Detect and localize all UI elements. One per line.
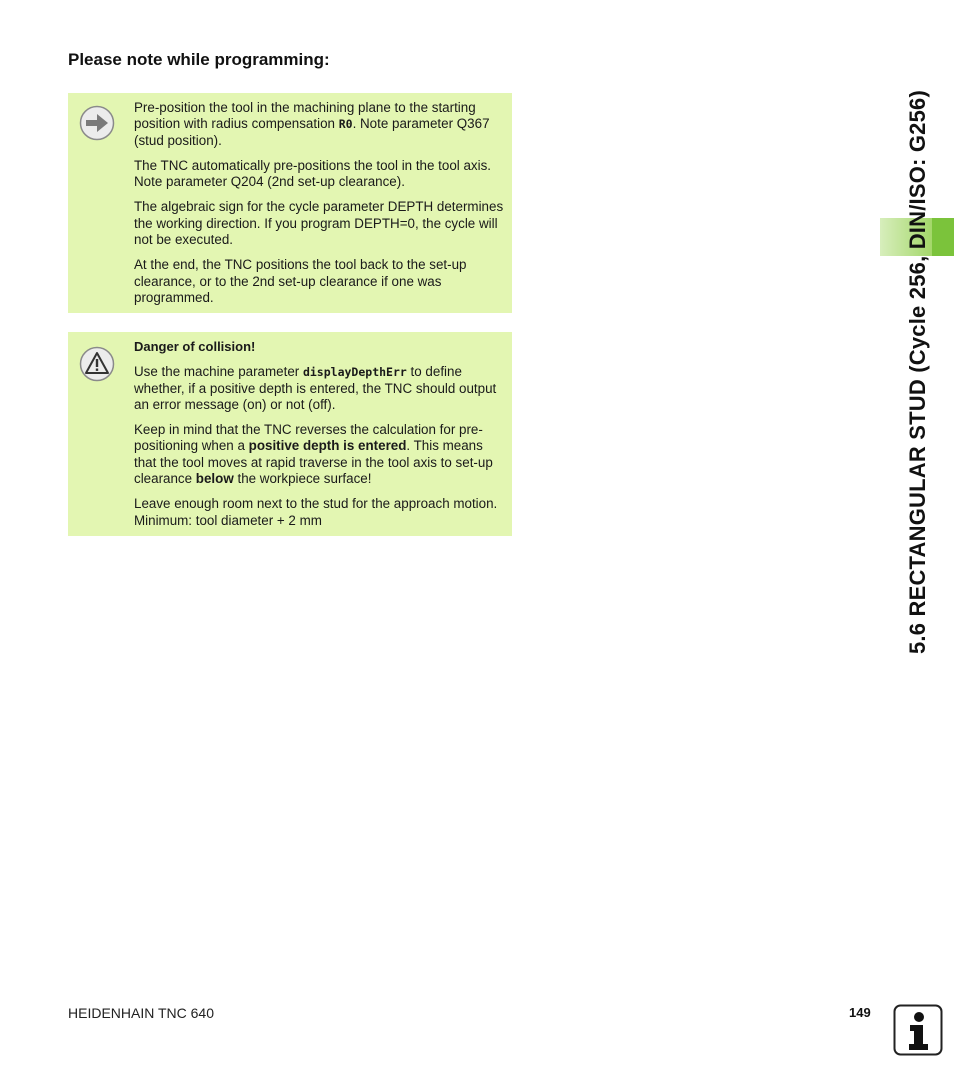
note-paragraph-1: Pre-position the tool in the machining plane to the starting position with radius compensation R0. Note parameter Q367 (stud position). bbox=[134, 100, 490, 148]
warning-paragraph-1: Use the machine parameter displayDepthErr to define whether, if a positive depth is entered, the TNC should output an error message (on) or not (off). bbox=[134, 364, 497, 412]
programming-note-box bbox=[68, 93, 512, 313]
warning-paragraph-2: Keep in mind that the TNC reverses the calculation for pre-positioning when a positive depth is entered. This means that the tool moves at rapid traverse in the tool axis to set-up clearance below the workpiece surface! bbox=[134, 422, 493, 487]
arrow-right-icon bbox=[79, 105, 115, 141]
note-paragraph-3: The algebraic sign for the cycle parameter DEPTH determines the working direction. If you program DEPTH=0, the cycle will not be executed. bbox=[134, 199, 504, 248]
chapter-side-title: 5.6 RECTANGULAR STUD (Cycle 256, DIN/ISO: G256) bbox=[905, 90, 930, 655]
page-number: 149 bbox=[849, 1005, 871, 1020]
code-r0: R0 bbox=[338, 117, 353, 132]
info-icon bbox=[893, 1004, 943, 1056]
footer-manual-name: HEIDENHAIN TNC 640 bbox=[68, 1005, 215, 1021]
collision-warning-box bbox=[68, 332, 512, 536]
warning-triangle-icon bbox=[79, 346, 115, 382]
note-paragraph-2: The TNC automatically pre-positions the tool in the tool axis. Note parameter Q204 (2nd set-up clearance). bbox=[134, 157, 492, 190]
note-paragraph-4: At the end, the TNC positions the tool back to the set-up clearance, or to the 2nd set-up clearance if one was programmed. bbox=[134, 257, 467, 305]
section-heading: Please note while programming: bbox=[68, 50, 330, 69]
code-parameter: displayDepthErr bbox=[302, 365, 407, 380]
warning-paragraph-3: Leave enough room next to the stud for the approach motion. Minimum: tool diameter + 2 mm bbox=[134, 496, 498, 528]
warning-title: Danger of collision! bbox=[134, 339, 256, 354]
